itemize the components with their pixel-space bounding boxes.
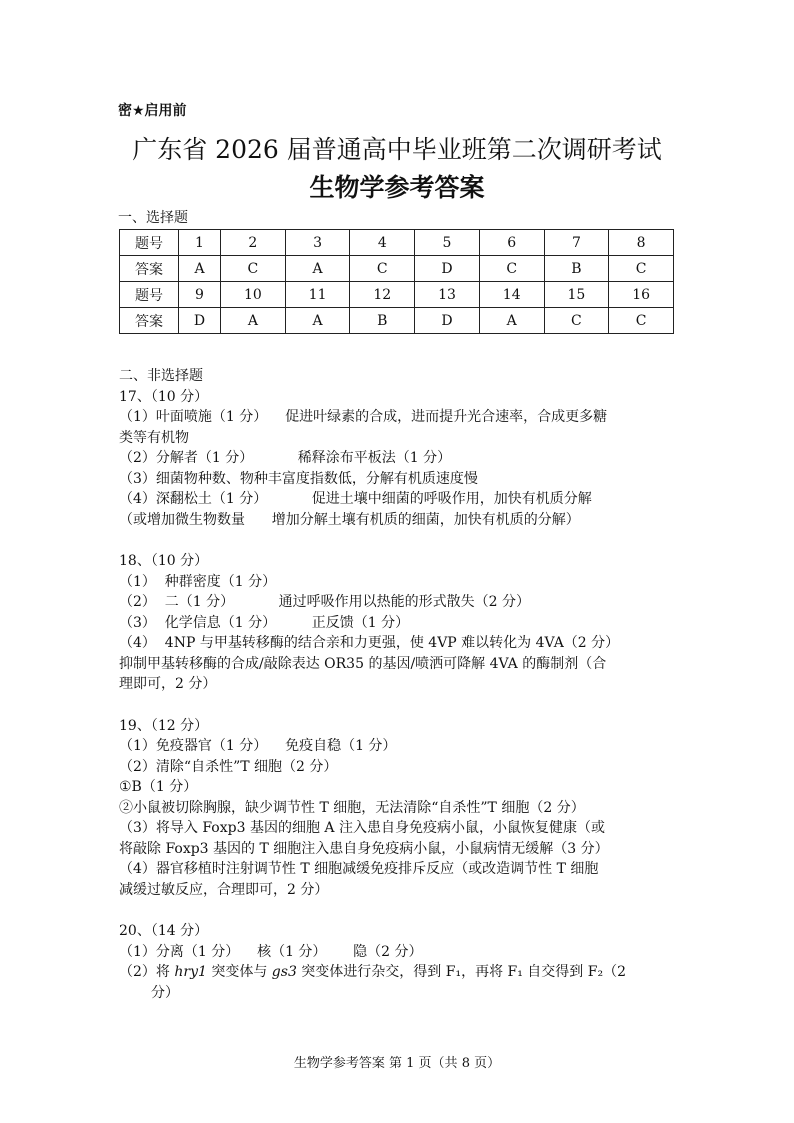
- q19-line: （3）将导入 Foxp3 基因的细胞 A 注入患自身免疫病小鼠，小鼠恢复健康（或: [119, 820, 605, 836]
- q17-line: （4）深翻松土（1 分） 促进土壤中细菌的呼吸作用，加快有机质分解: [119, 491, 592, 507]
- section-heading-non-choice: 二、非选择题: [119, 368, 203, 384]
- answer-table-cell: C: [479, 256, 544, 282]
- answer-table-cell: 6: [479, 230, 544, 256]
- answer-table-row: [120, 308, 674, 334]
- answer-table-cell: C: [609, 308, 674, 334]
- answer-table-cell: 7: [544, 230, 609, 256]
- answer-table-cell: 13: [415, 282, 480, 308]
- non-choice-section: [119, 366, 679, 1003]
- answer-table-row-header: 题号: [120, 230, 179, 256]
- answer-table-row-header: 答案: [120, 308, 179, 334]
- q19-line: （4）器官移植时注射调节性 T 细胞减缓免疫排斥反应（或改造调节性 T 细胞: [119, 861, 599, 877]
- answer-table-cell: 2: [221, 230, 286, 256]
- answer-table-cell: A: [285, 308, 350, 334]
- answer-table-row: [120, 256, 674, 282]
- answer-table-cell: 11: [285, 282, 350, 308]
- q18-line: （4） 4NP 与甲基转移酶的结合亲和力更强，使 4VP 难以转化为 4VA（2 分）: [119, 635, 620, 651]
- section-heading-choice: 一、选择题: [118, 210, 188, 226]
- answer-table-cell: 4: [350, 230, 415, 256]
- q18-line: （2） 二（1 分） 通过呼吸作用以热能的形式散失（2 分）: [119, 594, 531, 610]
- answer-table-cell: 15: [544, 282, 609, 308]
- q18-line: （1） 种群密度（1 分）: [119, 573, 277, 590]
- page-footer: 生物学参考答案 第 1 页（共 8 页）: [293, 1056, 501, 1071]
- q19-line: ②小鼠被切除胸腺，缺少调节性 T 细胞，无法清除“自杀性”T 细胞（2 分）: [119, 799, 585, 816]
- exam-title: 广东省 2026 届普通高中毕业班第二次调研考试: [132, 135, 662, 164]
- q18-line: （3） 化学信息（1 分） 正反馈（1 分）: [119, 614, 410, 631]
- answer-table-cell: 14: [479, 282, 544, 308]
- answer-table-cell: C: [544, 308, 609, 334]
- answer-table-cell: 10: [221, 282, 286, 308]
- gene-name-hry1: hry1: [174, 964, 207, 980]
- answer-table: [119, 229, 674, 334]
- answer-table-cell: 9: [179, 282, 221, 308]
- q20-text: 突变体与: [206, 964, 272, 980]
- answer-table-row: [120, 282, 674, 308]
- q19-line: ①B（1 分）: [119, 779, 198, 795]
- answer-table-cell: 12: [350, 282, 415, 308]
- answer-table-cell: B: [350, 308, 415, 334]
- q17-line: （2）分解者（1 分） 稀释涂布平板法（1 分）: [119, 450, 452, 466]
- answer-table-cell: D: [415, 256, 480, 282]
- answer-table-cell: 16: [609, 282, 674, 308]
- q18-line: 理即可，2 分）: [119, 676, 217, 692]
- q19-line: （2）清除“自杀性”T 细胞（2 分）: [119, 758, 338, 775]
- answer-table-cell: C: [221, 256, 286, 282]
- question-19-title: 19、（12 分）: [119, 717, 209, 734]
- question-17-title: 17、（10 分）: [119, 388, 209, 405]
- q20-line: 分）: [151, 984, 179, 1001]
- answer-table-cell: 1: [179, 230, 221, 256]
- answer-table-cell: D: [415, 308, 480, 334]
- q17-line: （或增加微生物数量 增加分解土壤有机质的细菌，加快有机质的分解）: [119, 511, 580, 528]
- answer-table-cell: 3: [285, 230, 350, 256]
- answer-table-cell: 5: [415, 230, 480, 256]
- q19-line: 减缓过敏反应，合理即可，2 分）: [119, 881, 329, 898]
- q20-line: [119, 962, 679, 983]
- answer-table-cell: D: [179, 308, 221, 334]
- q18-line: 抑制甲基转移酶的合成/敲除表达 OR35 的基因/喷洒可降解 4VA 的酶制剂（合: [119, 655, 607, 672]
- q20-text: 突变体进行杂交，得到 F₁，再将 F₁ 自交得到 F₂（2: [296, 964, 626, 980]
- confidential-stamp: 密★启用前: [118, 103, 187, 119]
- question-18-title: 18、（10 分）: [119, 553, 209, 569]
- q19-line: 将敲除 Foxp3 基因的 T 细胞注入患自身免疫病小鼠，小鼠病情无缓解（3 分）: [119, 840, 609, 857]
- q19-line: （1）免疫器官（1 分） 免疫自稳（1 分）: [119, 738, 397, 754]
- answer-table-cell: A: [479, 308, 544, 334]
- answer-table-row-header: 题号: [120, 282, 179, 308]
- answer-table-cell: A: [179, 256, 221, 282]
- q20-text: （2）将: [119, 964, 175, 980]
- answer-table-cell: A: [221, 308, 286, 334]
- answer-table-cell: B: [544, 256, 609, 282]
- answer-table-cell: C: [350, 256, 415, 282]
- question-20-title: 20、（14 分）: [119, 923, 209, 939]
- answer-key-subtitle: 生物学参考答案: [309, 173, 485, 202]
- q17-line: （3）细菌物种数、物种丰富度指数低，分解有机质速度慢: [119, 470, 478, 487]
- gene-name-gs3: gs3: [271, 964, 297, 980]
- answer-table-cell: C: [609, 256, 674, 282]
- q20-line: （1）分离（1 分） 核（1 分） 隐（2 分）: [119, 943, 423, 960]
- q17-line: 类等有机物: [119, 429, 189, 446]
- answer-table-row-header: 答案: [120, 256, 179, 282]
- answer-table-cell: 8: [609, 230, 674, 256]
- answer-table-cell: A: [285, 256, 350, 282]
- q17-line: （1）叶面喷施（1 分） 促进叶绿素的合成，进而提升光合速率，合成更多糖: [119, 409, 608, 425]
- answer-table-row: [120, 230, 674, 256]
